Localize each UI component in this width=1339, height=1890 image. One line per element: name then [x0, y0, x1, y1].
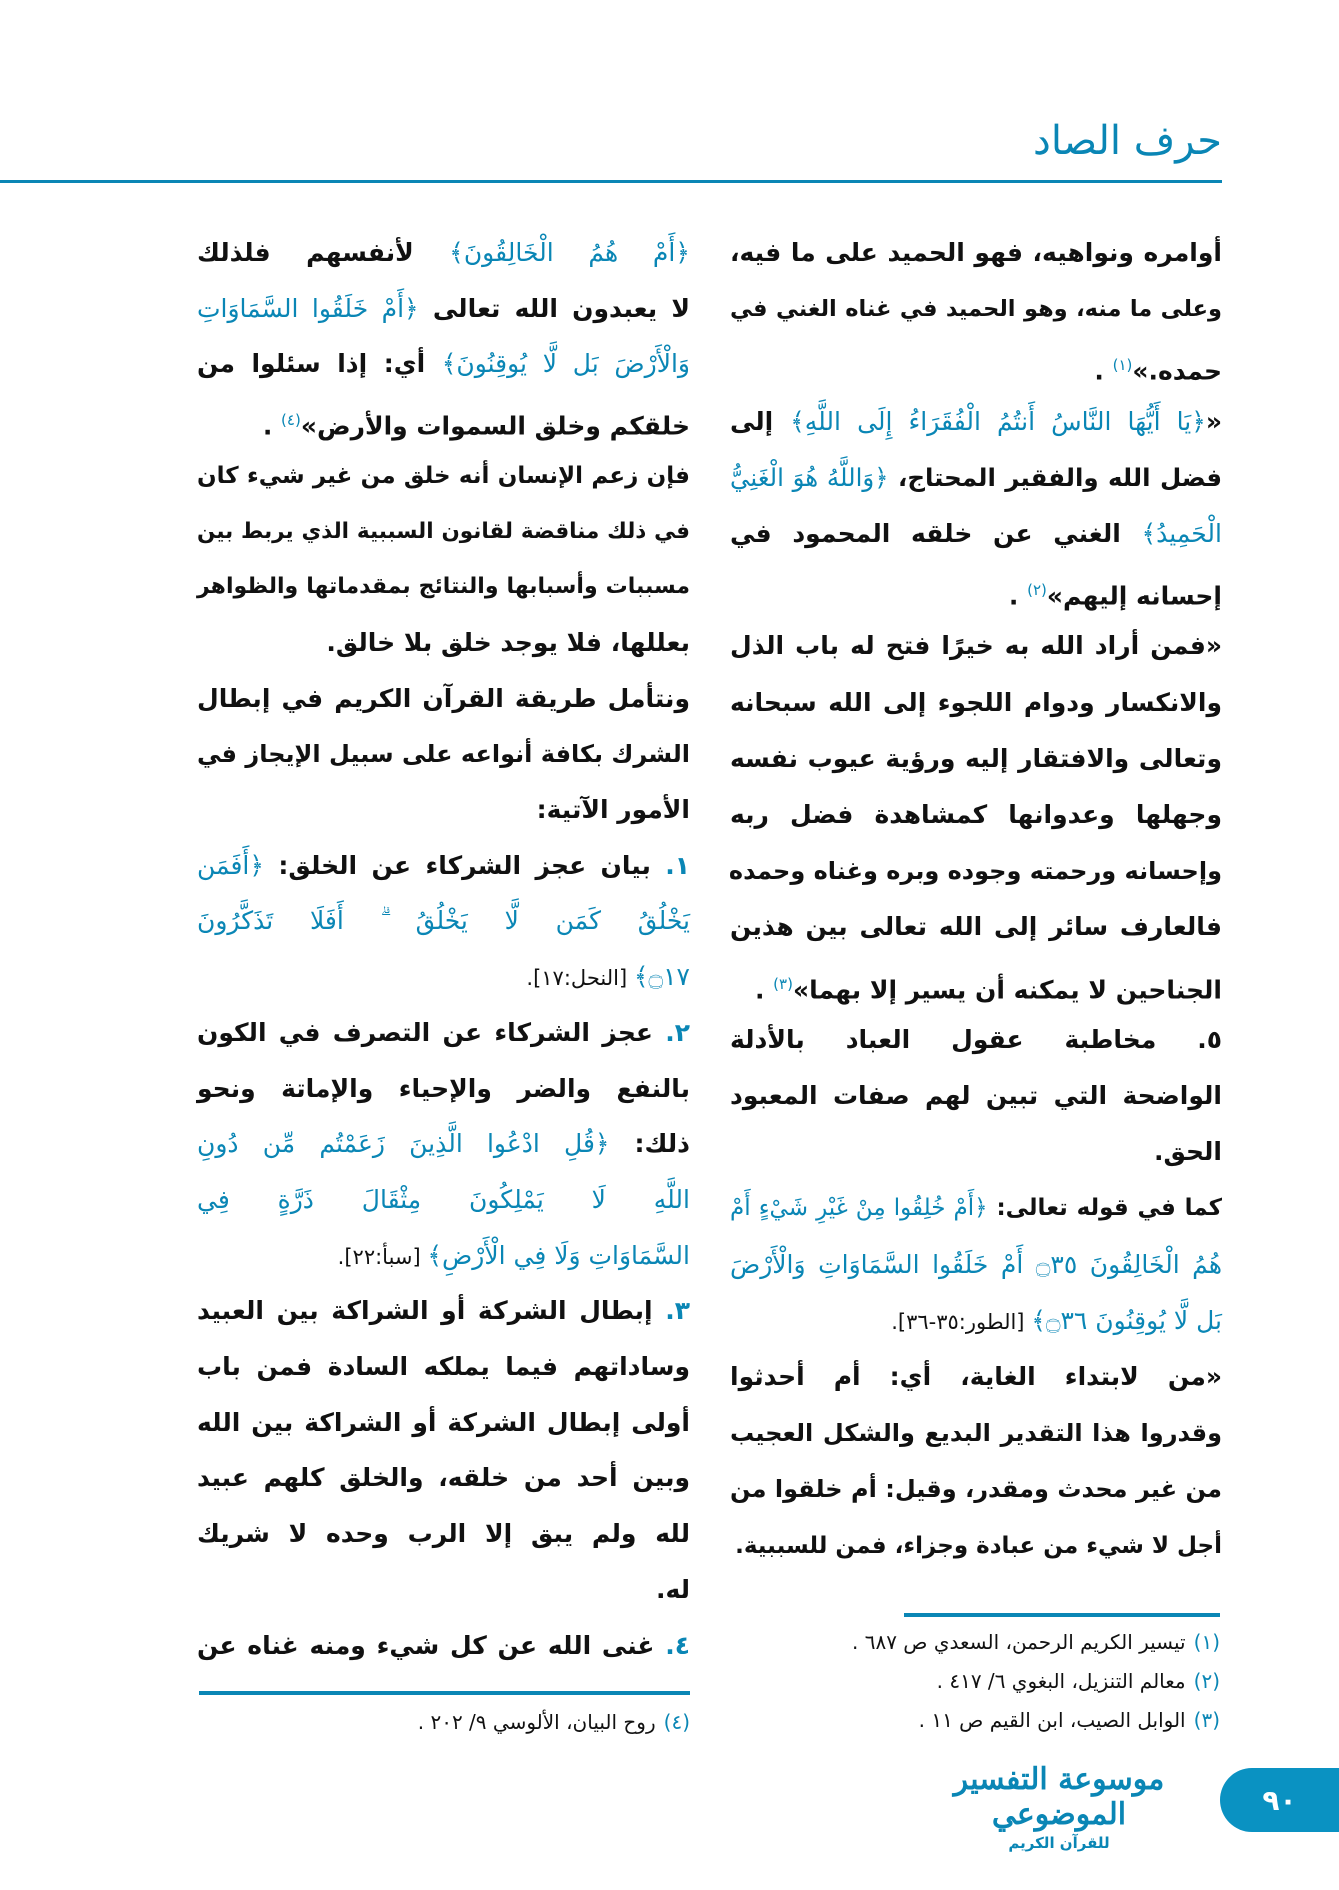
quran-verse: ﴿أَفَمَن	[197, 850, 265, 880]
list-number: ٣.	[652, 1296, 691, 1326]
text-line	[197, 618, 690, 668]
footnote-text: تيسير الكريم الرحمن، السعدي ص ٦٨٧ .	[852, 1630, 1186, 1654]
text-line	[730, 1240, 1222, 1290]
text-line	[197, 729, 690, 779]
text: وإحسانه ورحمته وجوده وبره وغناه وحمده	[728, 857, 1222, 886]
text: أوامره ونواهيه، فهو الحميد على ما فيه،	[730, 238, 1222, 267]
text-line	[197, 896, 690, 946]
text-line	[197, 1342, 690, 1392]
text-line	[197, 1231, 690, 1281]
text: الشرك بكافة أنواعه على سبيل الإيجاز في	[197, 740, 690, 769]
text: ونتأمل طريقة القرآن الكريم في إبطال	[197, 683, 690, 713]
page-number: ٩٠	[1262, 1783, 1297, 1817]
text: حمده.»	[1132, 356, 1222, 386]
text-line	[197, 395, 690, 445]
footnote-ref: (٢)	[1027, 581, 1047, 600]
text: «من لابتداء الغاية، أي: أم أحدثوا	[730, 1362, 1222, 1391]
text: .	[1008, 581, 1028, 611]
text: الجناحين لا يمكنه أن يسير إلا بهما»	[792, 974, 1222, 1004]
footnote	[418, 1710, 690, 1734]
text: وقدروا هذا التقدير البديع والشكل العجيب	[730, 1419, 1222, 1448]
footnote-ref: (١)	[1112, 356, 1133, 375]
text-line	[197, 785, 690, 835]
text: الحق.	[1153, 1137, 1222, 1167]
footnote-number: (١)	[1193, 1630, 1220, 1654]
text: وتعالى والافتقار إليه ورؤية عيوب نفسه	[730, 743, 1222, 773]
text-line	[730, 621, 1222, 671]
logo-title: موسوعة التفسير الموضوعي	[953, 1762, 1165, 1832]
logo-subtitle: للقرآن الكريم	[1008, 1834, 1110, 1852]
footnote-text: معالم التنزيل، البغوي ٦/ ٤١٧ .	[936, 1669, 1186, 1693]
footnote-divider-left	[199, 1691, 690, 1695]
text: بعللها، فلا يوجد خلق بلا خالق.	[326, 627, 690, 657]
text-line	[197, 1621, 690, 1671]
text-line	[730, 509, 1222, 559]
text-line	[197, 1509, 690, 1559]
text: عجز الشركاء عن التصرف في الكون	[197, 1017, 653, 1047]
text: أجل لا شيء من عبادة وجزاء، فمن للسببية.	[735, 1532, 1222, 1559]
text: خلقكم وخلق السموات والأرض»	[300, 411, 690, 441]
text-line	[730, 1071, 1222, 1121]
page-number-tab	[1220, 1768, 1339, 1832]
list-number: ١.	[650, 850, 690, 880]
footnote-text: روح البيان، الألوسي ٩/ ٢٠٢ .	[417, 1710, 656, 1734]
text: وجهلها وعدوانها كمشاهدة فضل ربه	[730, 800, 1222, 829]
text-line	[197, 562, 690, 612]
text-line	[730, 397, 1222, 447]
text: كما في قوله تعالى:	[987, 1195, 1222, 1222]
encyclopedia-logo	[934, 1762, 1184, 1850]
text: من غير محدث ومقدر، وقيل: أم خلقوا من	[730, 1475, 1222, 1504]
text-line	[730, 1183, 1222, 1233]
footnote	[919, 1708, 1220, 1732]
text: الغني عن خلقه المحمود في	[730, 519, 1142, 548]
text: أي: إذا سئلوا من	[197, 349, 442, 379]
text: لأنفسهم فلذلك	[197, 238, 450, 267]
text-line	[197, 451, 690, 501]
text: بالنفع والضر والإحياء والإماتة ونحو	[197, 1073, 690, 1103]
text-line	[197, 284, 690, 334]
text: فإن زعم الإنسان أنه خلق من غير شيء كان	[197, 462, 690, 489]
text-line	[730, 1352, 1222, 1402]
text: فضل الله والفقير المحتاج،	[888, 462, 1222, 492]
quran-verse: ﴿وَاللَّهُ هُوَ الْغَنِيُّ	[730, 462, 889, 492]
text: «	[1205, 406, 1222, 436]
text: إبطال الشركة أو الشراكة بين العبيد	[197, 1296, 653, 1326]
text: أولى إبطال الشركة أو الشراكة بين الله	[197, 1407, 690, 1437]
list-number: ٢.	[652, 1017, 691, 1047]
text: لله ولم يبق إلا الرب وحده لا شريك	[197, 1519, 690, 1549]
quran-verse: الْحَمِيدُ﴾	[1141, 519, 1222, 548]
text-line	[197, 1119, 690, 1169]
text-line	[197, 1286, 690, 1336]
quran-verse: ﴿أَمْ هُمُ الْخَالِقُونَ﴾	[449, 238, 690, 267]
text: ٥. مخاطبة عقول العباد بالأدلة	[730, 1024, 1222, 1054]
quran-verse: السَّمَاوَاتِ وَلَا فِي الْأَرْضِ﴾	[427, 1240, 690, 1270]
text-line	[197, 1398, 690, 1448]
list-number: ٤.	[654, 1630, 690, 1660]
text-line	[197, 339, 690, 389]
footnote	[937, 1669, 1220, 1693]
text: غنى الله عن كل شيء ومنه غناه عن	[197, 1630, 655, 1660]
quran-verse: يَخْلُقُ كَمَن لَّا يَخْلُقُ ۗ أَفَلَا تَذَكَّرُونَ	[197, 906, 690, 936]
header-divider	[0, 180, 1222, 183]
text-line	[197, 228, 690, 278]
footnote-ref: (٤)	[281, 411, 301, 430]
text-line	[730, 734, 1222, 784]
text-line	[197, 1453, 690, 1503]
text-line	[730, 1464, 1222, 1514]
footnote-divider-right	[904, 1613, 1220, 1617]
text: «فمن أراد الله به خيرًا فتح له باب الذل	[730, 631, 1222, 661]
quran-verse: ﴿أَمْ خُلِقُوا مِنْ غَيْرِ شَيْءٍ أَمْ	[730, 1195, 988, 1222]
quran-verse: ۝١٧﴾	[633, 962, 690, 992]
text: فالعارف سائر إلى الله تعالى بين هذين	[730, 912, 1222, 942]
text-line	[730, 959, 1222, 1009]
text: مسببات وأسبابها والنتائج بمقدماتها والظواهر	[197, 574, 690, 600]
text-line	[197, 841, 690, 891]
text: الواضحة التي تبين لهم صفات المعبود	[730, 1081, 1222, 1110]
text: لا يعبدون الله تعالى	[418, 293, 690, 323]
text-line	[730, 1408, 1222, 1458]
text-line	[197, 1565, 690, 1615]
chapter-title: حرف الصاد	[1033, 118, 1222, 164]
text-line	[730, 565, 1222, 615]
quran-verse: بَل لَّا يُوقِنُونَ ۝٣٦﴾	[1031, 1305, 1222, 1335]
text-line	[197, 952, 690, 1002]
text-line	[730, 846, 1222, 896]
text: ذلك:	[609, 1129, 690, 1159]
text: الأمور الآتية:	[536, 795, 690, 824]
text: وعلى ما منه، وهو الحميد في غناه الغني في	[730, 296, 1222, 323]
text-line	[730, 1015, 1222, 1065]
footnote	[852, 1630, 1220, 1654]
quran-verse: ﴿يَا أَيُّهَا النَّاسُ أَنتُمُ الْفُقَرَاءُ إِلَى اللَّهِ﴾	[790, 406, 1206, 436]
text: له.	[655, 1574, 690, 1604]
quran-verse: ﴿قُلِ ادْعُوا الَّذِينَ زَعَمْتُم مِّن دُونِ	[197, 1129, 610, 1159]
text-line	[730, 228, 1222, 278]
text-line	[730, 340, 1222, 390]
text-line	[730, 453, 1222, 503]
text: .	[1094, 356, 1113, 386]
verse-reference: [الطور:٣٥-٣٦].	[891, 1309, 1032, 1334]
quran-verse: اللَّهِ لَا يَمْلِكُونَ مِثْقَالَ ذَرَّةٍ فِي	[197, 1184, 690, 1214]
text-line	[730, 1127, 1222, 1177]
text: في ذلك مناقضة لقانون السببية الذي يربط بين	[197, 518, 690, 544]
text: والانكسار ودوام اللجوء إلى الله سبحانه	[730, 687, 1222, 717]
quran-verse: هُمُ الْخَالِقُونَ ۝٣٥ أَمْ خَلَقُوا السَّمَاوَاتِ وَالْأَرْضَ	[730, 1249, 1222, 1279]
quran-verse: ﴿أَمْ خَلَقُوا السَّمَاوَاتِ	[197, 293, 419, 323]
text: بيان عجز الشركاء عن الخلق:	[264, 850, 651, 880]
text-line	[197, 674, 690, 724]
text: وساداتهم فيما يملكه السادة فمن باب	[197, 1352, 690, 1381]
text-line	[197, 1064, 690, 1114]
text: .	[262, 411, 282, 441]
verse-reference: [النحل:١٧].	[526, 966, 634, 991]
text-line	[197, 1008, 690, 1058]
text-line	[197, 507, 690, 557]
verse-reference: [سبأ:٢٢].	[337, 1244, 428, 1269]
text-line	[730, 1521, 1222, 1571]
text: إحسانه إليهم»	[1046, 581, 1222, 611]
text: وبين أحد من خلقه، والخلق كلهم عبيد	[197, 1463, 690, 1493]
text-line	[197, 1175, 690, 1225]
text-line	[730, 790, 1222, 840]
text: .	[754, 974, 774, 1004]
text-line	[730, 678, 1222, 728]
footnote-number: (٣)	[1193, 1708, 1220, 1732]
footnote-number: (٤)	[663, 1710, 690, 1734]
footnote-text: الوابل الصيب، ابن القيم ص ١١ .	[918, 1708, 1186, 1732]
text-line	[730, 284, 1222, 334]
text: إلى	[730, 406, 791, 436]
quran-verse: وَالْأَرْضَ بَل لَّا يُوقِنُونَ﴾	[441, 349, 690, 379]
text-line	[730, 1296, 1222, 1346]
footnote-ref: (٣)	[773, 974, 793, 993]
footnote-number: (٢)	[1193, 1669, 1220, 1693]
text-line	[730, 902, 1222, 952]
